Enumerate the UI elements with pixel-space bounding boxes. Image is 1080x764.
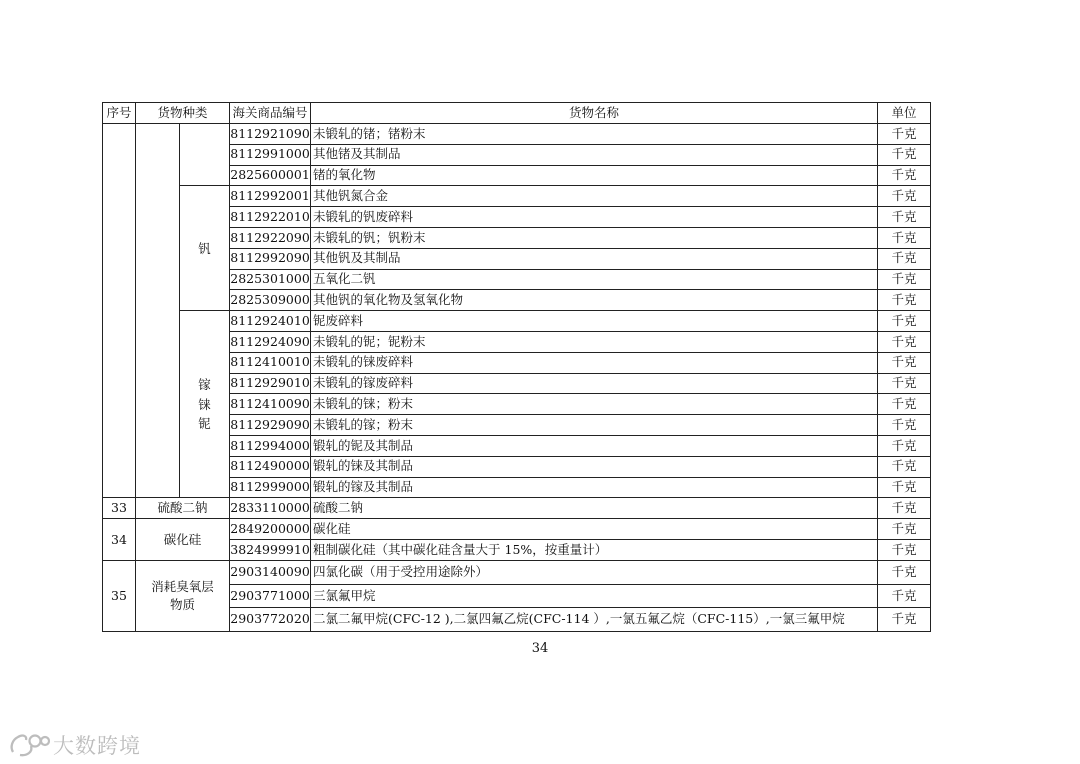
no-cell: 35	[103, 561, 136, 632]
hs-code-cell: 8112922010	[230, 207, 311, 228]
hs-code-cell: 2825301000	[230, 269, 311, 290]
unit-cell: 千克	[878, 290, 931, 311]
unit-cell: 千克	[878, 435, 931, 456]
table-row	[103, 561, 931, 585]
goods-name-cell: 锗的氧化物	[311, 165, 878, 186]
hs-code-cell: 8112924090	[230, 331, 311, 352]
goods-name-cell: 硫酸二钠	[311, 498, 878, 519]
goods-name-cell: 锻轧的铼及其制品	[311, 456, 878, 477]
unit-cell: 千克	[878, 248, 931, 269]
goods-name-cell: 锻轧的铌及其制品	[311, 435, 878, 456]
goods-name-cell: 其他钒氮合金	[311, 186, 878, 207]
unit-cell: 千克	[878, 415, 931, 436]
goods-name-cell: 未锻轧的铼；粉末	[311, 394, 878, 415]
unit-cell: 千克	[878, 207, 931, 228]
no-cell: 34	[103, 519, 136, 561]
hs-code-cell: 8112992090	[230, 248, 311, 269]
unit-cell: 千克	[878, 124, 931, 145]
table-row	[103, 124, 931, 145]
goods-name-cell: 未锻轧的钒废碎料	[311, 207, 878, 228]
unit-cell: 千克	[878, 165, 931, 186]
hs-code-cell: 2833110000	[230, 498, 311, 519]
hs-code-cell: 3824999910	[230, 539, 311, 561]
unit-cell: 千克	[878, 584, 931, 608]
hs-code-cell: 8112922090	[230, 227, 311, 248]
header-code: 海关商品编号	[230, 103, 311, 124]
unit-cell: 千克	[878, 227, 931, 248]
unit-cell: 千克	[878, 186, 931, 207]
unit-cell: 千克	[878, 394, 931, 415]
hs-code-cell: 8112490000	[230, 456, 311, 477]
goods-name-cell: 其他锗及其制品	[311, 144, 878, 165]
goods-name-cell: 未锻轧的铼废碎料	[311, 352, 878, 373]
hs-code-cell: 2903771000	[230, 584, 311, 608]
unit-cell: 千克	[878, 311, 931, 332]
no-cell-continued	[103, 124, 136, 498]
table-row	[103, 311, 931, 332]
hs-code-cell: 2825600001	[230, 165, 311, 186]
table-row	[103, 498, 931, 519]
unit-cell: 千克	[878, 269, 931, 290]
goods-name-cell: 三氯氟甲烷	[311, 584, 878, 608]
goods-name-cell: 未锻轧的钒；钒粉末	[311, 227, 878, 248]
goods-name-cell: 粗制碳化硅（其中碳化硅含量大于 15%，按重量计）	[311, 539, 878, 561]
header-name: 货物名称	[311, 103, 878, 124]
goods-table	[102, 102, 931, 632]
goods-name-cell: 四氯化碳（用于受控用途除外）	[311, 561, 878, 585]
hs-code-cell: 2849200000	[230, 519, 311, 540]
category-cell: 消耗臭氧层 物质	[136, 561, 230, 632]
goods-name-cell: 其他钒的氧化物及氢氧化物	[311, 290, 878, 311]
hs-code-cell: 8112994000	[230, 435, 311, 456]
hs-code-cell: 8112991000	[230, 144, 311, 165]
goods-name-cell: 二氯二氟甲烷(CFC-12 ),二氯四氟乙烷(CFC-114 ）,一氯五氟乙烷（CFC-115）,一氯三氟甲烷	[311, 608, 878, 632]
header-row	[103, 103, 931, 124]
hs-code-cell: 2903772020	[230, 608, 311, 632]
table-row	[103, 186, 931, 207]
hs-code-cell: 8112929090	[230, 415, 311, 436]
hs-code-cell: 8112992001	[230, 186, 311, 207]
hs-code-cell: 8112999000	[230, 477, 311, 498]
unit-cell: 千克	[878, 144, 931, 165]
hs-code-cell: 8112410090	[230, 394, 311, 415]
watermark	[8, 728, 141, 762]
header-no: 序号	[103, 103, 136, 124]
subcategory-vanadium: 钒	[180, 186, 230, 311]
subcategory-gallium-rhenium-niobium: 镓 铼 铌	[180, 311, 230, 498]
subcategory-cell-continued	[180, 124, 230, 186]
unit-cell: 千克	[878, 456, 931, 477]
unit-cell: 千克	[878, 477, 931, 498]
unit-cell: 千克	[878, 352, 931, 373]
hs-code-cell: 8112410010	[230, 352, 311, 373]
goods-name-cell: 锻轧的镓及其制品	[311, 477, 878, 498]
goods-name-cell: 未锻轧的镓废碎料	[311, 373, 878, 394]
header-unit: 单位	[878, 103, 931, 124]
goods-name-cell: 其他钒及其制品	[311, 248, 878, 269]
goods-name-cell: 未锻轧的锗；锗粉末	[311, 124, 878, 145]
goods-name-cell: 碳化硅	[311, 519, 878, 540]
unit-cell: 千克	[878, 331, 931, 352]
hs-code-cell: 8112929010	[230, 373, 311, 394]
hs-code-cell: 2825309000	[230, 290, 311, 311]
unit-cell: 千克	[878, 373, 931, 394]
weibo-logo-icon	[8, 728, 50, 762]
no-cell: 33	[103, 498, 136, 519]
header-category: 货物种类	[136, 103, 230, 124]
hs-code-cell: 8112921090	[230, 124, 311, 145]
page-number: 34	[531, 641, 549, 656]
unit-cell: 千克	[878, 519, 931, 540]
goods-name-cell: 未锻轧的铌；铌粉末	[311, 331, 878, 352]
hs-code-cell: 2903140090	[230, 561, 311, 585]
category-cell: 硫酸二钠	[136, 498, 230, 519]
unit-cell: 千克	[878, 539, 931, 561]
category-cell: 碳化硅	[136, 519, 230, 561]
watermark-text: 大数跨境	[53, 734, 141, 758]
unit-cell: 千克	[878, 608, 931, 632]
goods-name-cell: 铌废碎料	[311, 311, 878, 332]
unit-cell: 千克	[878, 561, 931, 585]
goods-name-cell: 五氧化二钒	[311, 269, 878, 290]
category-cell-continued	[136, 124, 180, 498]
hs-code-cell: 8112924010	[230, 311, 311, 332]
goods-name-cell: 未锻轧的镓；粉末	[311, 415, 878, 436]
table-row	[103, 519, 931, 540]
unit-cell: 千克	[878, 498, 931, 519]
